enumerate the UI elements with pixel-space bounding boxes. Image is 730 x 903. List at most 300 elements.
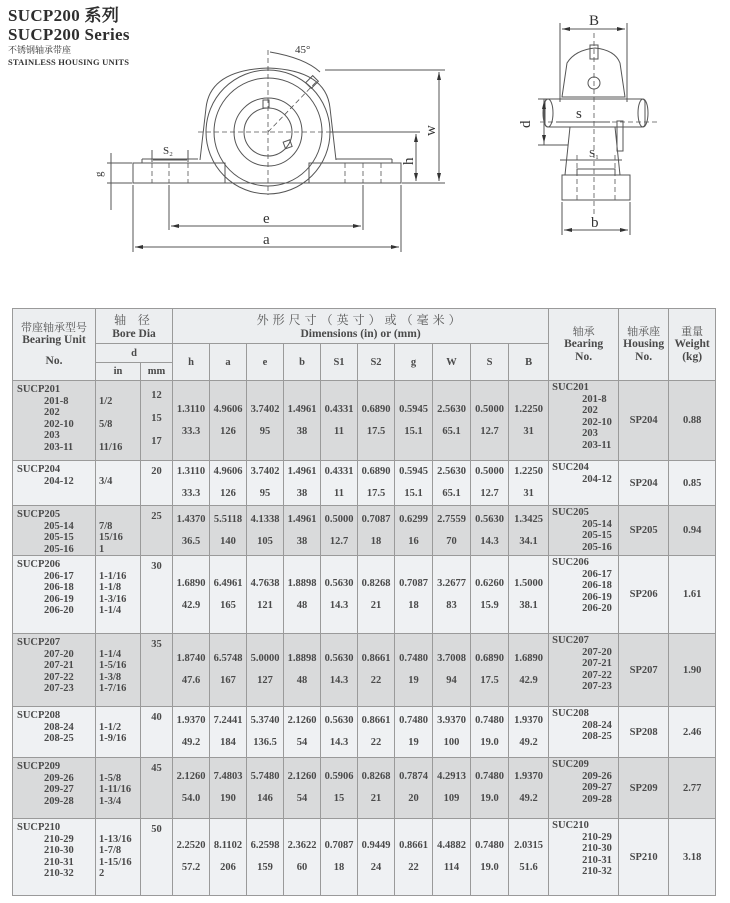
bearing-variant: 202-10	[582, 416, 612, 428]
cell-bore-in	[96, 506, 141, 556]
cell-unit	[13, 506, 96, 556]
series-title-zh: SUCP200 系列	[8, 6, 120, 25]
header-bore-dia	[96, 309, 173, 344]
cell-dim-a	[210, 758, 247, 819]
cell-dim-S1	[321, 556, 358, 634]
housing-no: SP204	[629, 477, 658, 489]
dim-inch: 0.7087	[361, 513, 391, 525]
dim-inch: 0.8661	[361, 653, 391, 664]
unit-variant: 209-27	[44, 784, 74, 795]
cell-dim-e	[247, 634, 284, 707]
bore-in-value: 1-13/16	[99, 833, 132, 845]
bore-in-value	[99, 430, 140, 442]
weight-value: 1.90	[682, 664, 702, 676]
bearing-variant: 207-21	[582, 658, 612, 669]
weight-value: 2.46	[682, 726, 702, 738]
cell-dim-S2	[358, 758, 395, 819]
dim-inch: 7.2441	[213, 715, 243, 726]
bearing-variant: 206-19	[582, 591, 612, 603]
weight-value: 0.94	[682, 525, 702, 536]
bore-in-value: 1-15/16	[99, 856, 132, 868]
dim-inch: 0.6299	[399, 513, 428, 525]
dim-mm: 22	[370, 737, 382, 748]
bearing-variant: 204-12	[582, 473, 612, 485]
dim-mm: 100	[443, 737, 460, 748]
cell-weight	[669, 634, 716, 707]
bore-mm-value: 45	[151, 763, 162, 774]
unit-variant: 202	[44, 407, 60, 418]
cell-dim-S	[471, 634, 509, 707]
dim-mm: 11	[334, 488, 344, 499]
cell-dim-h	[173, 634, 210, 707]
bearing-variant: 201-8	[582, 393, 607, 405]
dim-inch: 3.7008	[437, 653, 466, 664]
dim-mm: 15.1	[404, 425, 423, 437]
bore-in-value: 1-1/4	[99, 648, 122, 660]
unit-variant: 203	[44, 430, 60, 441]
cell-unit	[13, 819, 96, 896]
dim-mm: 126	[220, 425, 236, 437]
cell-dim-g	[395, 819, 433, 896]
bearing-variant: 205-16	[582, 541, 612, 553]
cell-dim-a	[210, 707, 247, 758]
cell-bore-mm	[141, 461, 173, 506]
cell-dim-S2	[358, 707, 395, 758]
cell-dim-S	[471, 758, 509, 819]
cell-dim-e	[247, 556, 284, 634]
dim-inch: 0.6890	[361, 403, 391, 415]
dim-mm: 48	[296, 675, 308, 686]
cell-dim-h	[173, 707, 210, 758]
bore-in-value: 1-7/16	[99, 683, 127, 694]
dim-inch: 0.6260	[475, 577, 504, 589]
dim-inch: 1.8898	[287, 653, 317, 664]
dim-mm: 42.9	[519, 675, 538, 686]
dim-inch: 1.4961	[287, 513, 317, 525]
header-bearing-en: Bearing	[564, 338, 604, 350]
cell-dim-W	[433, 556, 471, 634]
cell-housing	[619, 634, 669, 707]
cell-dim-W	[433, 506, 471, 556]
cell-dim-e	[247, 819, 284, 896]
dim-mm: 17.5	[480, 675, 499, 686]
dim-mm: 49.2	[519, 737, 538, 748]
bore-in-value: 2	[99, 868, 105, 879]
header-mm: mm	[141, 363, 173, 381]
cell-weight	[669, 819, 716, 896]
dim-mm: 15.1	[404, 488, 423, 499]
bearing-variant: 205-15	[582, 530, 612, 541]
dim-inch: 1.2250	[514, 466, 543, 477]
dim-mm: 12.7	[329, 535, 349, 547]
dim-mm: 136.5	[253, 737, 277, 748]
unit-variant: 210-32	[44, 868, 74, 879]
dim-inch: 0.8661	[399, 840, 428, 851]
dim-inch: 2.2520	[176, 840, 206, 851]
dim-mm: 21	[370, 793, 382, 804]
dim-inch: 1.4961	[287, 403, 317, 415]
cell-dim-S2	[358, 461, 395, 506]
bearing-variant: 210-32	[582, 866, 612, 877]
dim-mm: 31	[523, 425, 534, 437]
bearing-variant: 206-18	[582, 580, 612, 591]
cell-dim-a	[210, 506, 247, 556]
cell-dim-S	[471, 506, 509, 556]
angle-label: 45°	[295, 44, 311, 56]
bore-in-value	[99, 559, 140, 571]
cell-unit	[13, 556, 96, 634]
unit-variant: 203-11	[44, 441, 74, 453]
dim-label-d: d	[518, 120, 534, 128]
unit-variant: 209-26	[44, 772, 74, 784]
dim-mm: 16	[408, 535, 419, 547]
bore-mm-value: 35	[151, 639, 162, 650]
dim-inch: 0.6890	[475, 653, 504, 664]
cell-dim-g	[395, 707, 433, 758]
dim-inch: 3.2677	[437, 577, 466, 589]
dim-label-e: e	[263, 211, 270, 227]
cell-dim-a	[210, 381, 247, 461]
bore-in-value: 1-7/8	[99, 845, 122, 856]
bore-in-value: 1-5/16	[99, 660, 127, 671]
dim-mm: 49.2	[181, 737, 201, 748]
dim-inch: 0.4331	[324, 403, 354, 415]
cell-dim-b	[284, 461, 321, 506]
bearing-variant: 209-28	[582, 793, 612, 805]
dim-inch: 0.7480	[399, 653, 428, 664]
housing-no: SP204	[629, 415, 658, 426]
cell-dim-h	[173, 381, 210, 461]
bearing-no: SUC207	[552, 635, 589, 646]
cell-weight	[669, 506, 716, 556]
unit-variant: 202-10	[44, 418, 74, 430]
unit-no: SUCP204	[17, 464, 61, 475]
header-col-h: h	[173, 344, 210, 381]
dim-inch: 0.5000	[475, 466, 504, 477]
dim-inch: 4.2913	[437, 771, 466, 782]
dim-inch: 0.7480	[475, 840, 504, 851]
bore-in-value	[99, 464, 140, 476]
header-bearing-zh: 轴承	[572, 325, 595, 338]
cell-bore-mm	[141, 758, 173, 819]
dim-mm: 21	[370, 599, 382, 611]
bore-mm-value: 12	[151, 390, 162, 401]
bearing-variant: 209-27	[582, 782, 612, 793]
unit-variant: 207-20	[44, 648, 74, 660]
bearing-variant: 206-17	[582, 568, 612, 580]
cell-dim-S	[471, 707, 509, 758]
bore-in-value: 5/8	[99, 418, 113, 430]
bearing-variant: 207-20	[582, 646, 612, 658]
unit-variant: 201-8	[44, 395, 69, 407]
dim-inch: 0.5000	[324, 513, 354, 525]
dim-mm: 15.9	[480, 599, 499, 611]
cell-bore-mm	[141, 819, 173, 896]
dim-mm: 19	[408, 675, 419, 686]
cell-dim-g	[395, 556, 433, 634]
dim-mm: 38	[296, 488, 308, 499]
dim-label-B: B	[589, 13, 600, 29]
dim-inch: 6.4961	[213, 577, 243, 589]
dim-mm: 65.1	[442, 488, 461, 499]
dim-inch: 5.0000	[250, 653, 280, 664]
table-row	[13, 381, 716, 461]
table-row	[13, 758, 716, 819]
dim-mm: 49.2	[519, 793, 538, 804]
dim-inch: 0.7480	[475, 771, 504, 782]
dim-label-s2: S₂	[163, 145, 173, 157]
bore-mm-value: 15	[151, 413, 162, 424]
dim-inch: 2.1260	[287, 771, 317, 782]
cell-bore-in	[96, 461, 141, 506]
dim-inch: 6.2598	[250, 840, 280, 851]
dim-inch: 1.9370	[514, 771, 543, 782]
dim-mm: 54	[296, 793, 308, 804]
spec-table-body	[13, 381, 716, 896]
cell-unit	[13, 634, 96, 707]
bore-in-value	[99, 384, 140, 396]
unit-variant: 206-18	[44, 582, 74, 593]
cell-bearing	[549, 707, 619, 758]
dim-inch: 1.8898	[287, 577, 317, 589]
cell-dim-W	[433, 758, 471, 819]
dim-inch: 1.9370	[514, 715, 543, 726]
dim-mm: 70	[446, 535, 457, 547]
dim-inch: 0.9449	[361, 840, 391, 851]
header-bearing-no	[549, 309, 619, 381]
cell-dim-b	[284, 758, 321, 819]
header-col-a: a	[210, 344, 247, 381]
bore-mm-value: 17	[151, 436, 162, 447]
cell-dim-e	[247, 506, 284, 556]
cell-dim-S	[471, 461, 509, 506]
cell-bearing	[549, 819, 619, 896]
bearing-variant: 210-30	[582, 843, 612, 854]
header-unit-en: Bearing Unit	[22, 334, 86, 346]
dim-inch: 0.5906	[324, 771, 354, 782]
cell-housing	[619, 758, 669, 819]
dim-inch: 2.1260	[287, 715, 317, 726]
unit-variant: 205-15	[44, 532, 74, 543]
header-col-s1: S1	[321, 344, 358, 381]
bore-in-value: 1-9/16	[99, 733, 127, 744]
cell-bore-in	[96, 634, 141, 707]
dim-mm: 12.7	[480, 425, 499, 437]
bearing-no: SUC204	[552, 462, 589, 473]
unit-variant: 210-31	[44, 856, 74, 868]
cell-unit	[13, 381, 96, 461]
header-bore-zh: 轴 径	[114, 313, 154, 327]
unit-no: SUCP201	[17, 384, 61, 395]
dim-mm: 33.3	[181, 488, 201, 499]
dim-inch: 0.6890	[361, 466, 391, 477]
dim-inch: 4.4882	[437, 840, 466, 851]
unit-variant: 209-28	[44, 795, 74, 807]
dim-mm: 65.1	[442, 425, 461, 437]
cell-dim-B	[509, 381, 549, 461]
subtitle-en: STAINLESS HOUSING UNITS	[8, 57, 130, 67]
dim-mm: 15	[333, 793, 345, 804]
unit-variant: 205-14	[44, 520, 74, 532]
cell-dim-a	[210, 634, 247, 707]
dim-mm: 19.0	[480, 862, 499, 873]
header-weight-zh: 重量	[681, 325, 704, 338]
bearing-variant: 208-24	[582, 719, 612, 731]
cell-dim-B	[509, 707, 549, 758]
housing-no: SP209	[629, 782, 658, 794]
cell-weight	[669, 461, 716, 506]
unit-variant: 205-16	[44, 543, 74, 555]
dim-mm: 14.3	[329, 599, 349, 611]
cell-dim-h	[173, 556, 210, 634]
dim-mm: 20	[408, 793, 419, 804]
cell-dim-S1	[321, 461, 358, 506]
bore-in-value: 1-1/4	[99, 605, 122, 616]
unit-variant: 210-29	[44, 833, 74, 845]
dim-inch: 5.3740	[250, 715, 280, 726]
bearing-no: SUC209	[552, 759, 589, 770]
cell-bearing	[549, 381, 619, 461]
bearing-variant: 209-26	[582, 770, 612, 782]
weight-value: 0.88	[682, 415, 702, 426]
bore-in-value	[99, 710, 140, 722]
header-col-e: e	[247, 344, 284, 381]
cell-bearing	[549, 556, 619, 634]
cell-dim-b	[284, 819, 321, 896]
unit-variant: 208-25	[44, 733, 74, 744]
housing-no: SP208	[629, 726, 658, 738]
dim-mm: 190	[220, 793, 236, 804]
cell-housing	[619, 707, 669, 758]
dim-inch: 8.1102	[213, 840, 243, 851]
header-housing-no	[619, 309, 669, 381]
cell-bore-in	[96, 819, 141, 896]
header-bearing-no-label: No.	[575, 351, 593, 363]
dim-inch: 0.5630	[324, 653, 354, 664]
table-row	[13, 819, 716, 896]
header-in: in	[96, 363, 141, 381]
header-housing-en: Housing	[623, 338, 665, 350]
weight-value: 3.18	[682, 851, 702, 863]
cell-dim-e	[247, 461, 284, 506]
header-col-g: g	[395, 344, 433, 381]
cell-dim-S2	[358, 506, 395, 556]
bearing-variant: 206-20	[582, 603, 612, 614]
housing-no: SP207	[629, 664, 658, 676]
dim-mm: 126	[220, 488, 236, 499]
dim-inch: 0.5630	[324, 577, 354, 589]
dim-inch: 3.9370	[437, 715, 466, 726]
dim-label-g: g	[93, 171, 105, 177]
cell-dim-a	[210, 556, 247, 634]
dim-mm: 105	[257, 535, 273, 547]
bearing-variant: 202	[582, 405, 598, 416]
dim-mm: 109	[443, 793, 460, 804]
header-unit-zh: 带座轴承型号	[21, 321, 87, 334]
cell-bore-mm	[141, 506, 173, 556]
side-view-drawing	[518, 13, 710, 245]
cell-dim-h	[173, 461, 210, 506]
unit-variant: 208-24	[44, 721, 74, 733]
dim-mm: 19.0	[480, 793, 499, 804]
header-col-s: S	[471, 344, 509, 381]
dim-inch: 4.1338	[250, 513, 280, 525]
cell-dim-g	[395, 506, 433, 556]
dim-inch: 7.4803	[213, 771, 243, 782]
unit-no: SUCP210	[17, 822, 61, 833]
cell-dim-S1	[321, 707, 358, 758]
unit-variant: 207-21	[44, 660, 74, 671]
dim-mm: 54.0	[181, 793, 201, 804]
cell-dim-e	[247, 758, 284, 819]
dim-inch: 1.4370	[176, 513, 206, 525]
header-weight-unit: (kg)	[682, 351, 703, 363]
bore-in-value: 7/8	[99, 520, 113, 532]
dim-mm: 42.9	[181, 599, 201, 611]
dim-mm: 19.0	[480, 737, 499, 748]
bearing-variant: 205-14	[582, 518, 612, 530]
dim-mm: 121	[257, 599, 273, 611]
dim-inch: 2.3622	[287, 840, 317, 851]
cell-dim-S1	[321, 634, 358, 707]
dim-inch: 0.5630	[475, 513, 504, 525]
bore-in-value: 1-3/8	[99, 671, 122, 683]
bearing-variant: 210-31	[582, 854, 612, 866]
cell-dim-e	[247, 707, 284, 758]
cell-weight	[669, 556, 716, 634]
cell-dim-S2	[358, 556, 395, 634]
bearing-no: SUC206	[552, 557, 589, 568]
dim-inch: 0.7480	[399, 715, 428, 726]
header-housing-no-label: No.	[635, 351, 653, 363]
cell-dim-S2	[358, 819, 395, 896]
cell-unit	[13, 707, 96, 758]
dim-mm: 11	[334, 425, 344, 437]
unit-variant: 210-30	[44, 845, 74, 856]
cell-dim-e	[247, 381, 284, 461]
unit-no: SUCP208	[17, 710, 61, 721]
bore-in-value	[99, 407, 140, 419]
header-housing-zh: 轴承座	[627, 325, 661, 338]
dim-inch: 0.5945	[399, 466, 428, 477]
bearing-no: SUC201	[552, 382, 589, 393]
unit-variant: 206-19	[44, 593, 74, 605]
bore-in-value: 1-1/8	[99, 582, 122, 593]
cell-dim-S1	[321, 819, 358, 896]
bearing-no: SUC205	[552, 507, 589, 518]
dim-inch: 0.8268	[361, 577, 391, 589]
dim-mm: 38.1	[519, 599, 538, 611]
dim-inch: 0.4331	[324, 466, 354, 477]
cell-dim-W	[433, 819, 471, 896]
bore-in-value: 1-1/2	[99, 721, 122, 733]
cell-dim-g	[395, 758, 433, 819]
bearing-variant: 207-22	[582, 669, 612, 681]
dim-inch: 2.7559	[437, 513, 466, 525]
cell-dim-B	[509, 819, 549, 896]
dim-mm: 206	[220, 862, 236, 873]
header-unit-no: No.	[45, 355, 63, 367]
cell-bore-in	[96, 758, 141, 819]
cell-dim-S2	[358, 381, 395, 461]
table-row	[13, 707, 716, 758]
header-dims-en: Dimensions (in) or (mm)	[300, 328, 421, 340]
cell-dim-S	[471, 556, 509, 634]
bore-in-value: 1-1/16	[99, 570, 127, 582]
dim-mm: 146	[257, 793, 273, 804]
cell-dim-a	[210, 461, 247, 506]
dim-mm: 22	[408, 862, 419, 873]
